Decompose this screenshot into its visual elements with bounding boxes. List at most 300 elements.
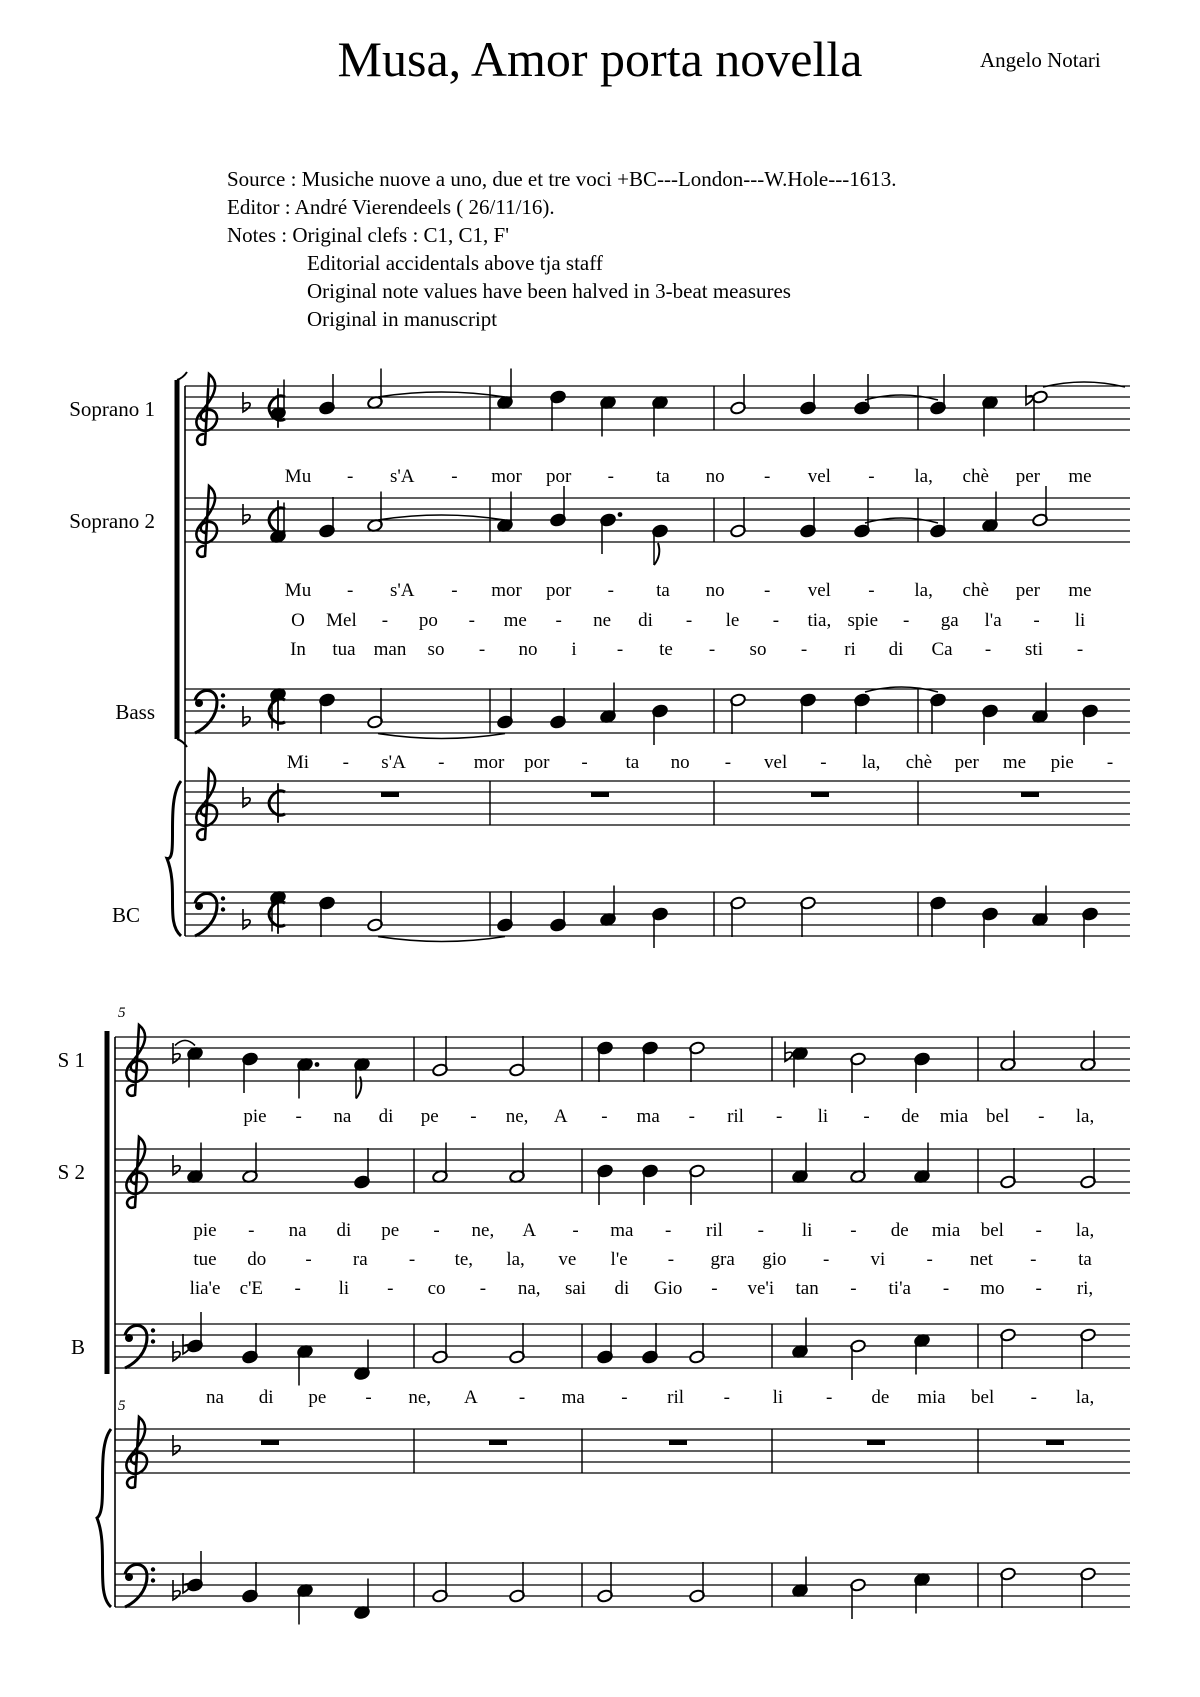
note — [689, 1323, 706, 1364]
lyric-soprano-2-verse-3: In — [290, 639, 306, 660]
lyric-soprano-2-verse-3: tua — [332, 639, 356, 660]
lyric-soprano-2-verse-1: bel — [980, 1220, 1004, 1241]
note — [187, 1551, 204, 1592]
lyric-soprano-2-verse-1: pe — [381, 1220, 400, 1241]
flat-icon — [1026, 385, 1033, 405]
lyric-soprano-1: no — [705, 466, 725, 487]
note — [730, 497, 747, 538]
bass-clef-icon — [195, 690, 225, 733]
bass-clef-icon — [125, 1325, 155, 1368]
lyric-soprano-2-verse-3: - — [711, 1278, 718, 1299]
lyric-soprano-1: s'A — [389, 466, 415, 487]
lyric-soprano-1: por — [546, 466, 572, 487]
note — [850, 1339, 867, 1380]
composer-name: Angelo Notari — [980, 48, 1101, 72]
lyric-soprano-2-verse-2: O — [291, 610, 305, 631]
editor-note: Editor : André Vierendeels ( 26/11/16). — [227, 195, 555, 219]
lyric-soprano-1: per — [1015, 466, 1040, 487]
lyric-soprano-2-verse-3: sti — [1025, 639, 1043, 660]
lyric-soprano-1: chè — [962, 466, 989, 487]
lyric-soprano-2-verse-2: ne — [593, 610, 612, 631]
lyric-soprano-2-verse-3: i — [571, 639, 577, 660]
note — [800, 693, 817, 734]
lyric-soprano-1: la, — [1075, 1106, 1095, 1127]
lyric-bass: ma — [561, 1387, 585, 1408]
lyric-bass: - — [518, 1387, 526, 1408]
measure-number: 5 — [118, 1398, 126, 1414]
treble-clef-icon — [196, 769, 217, 840]
note — [550, 390, 567, 431]
note — [982, 704, 999, 745]
note — [509, 1323, 526, 1364]
lyric-soprano-1: ril — [727, 1106, 744, 1127]
tie — [378, 734, 505, 739]
lyric-soprano-2-verse-1: - — [572, 1220, 579, 1241]
tie — [378, 515, 505, 520]
lyric-soprano-2-verse-3: man — [373, 639, 407, 660]
staff-label: Soprano 2 — [69, 509, 155, 533]
tie — [175, 1041, 195, 1046]
lyric-soprano-1: - — [688, 1106, 696, 1127]
lyric-bass: Mi — [286, 752, 310, 773]
whole-rest — [867, 1440, 885, 1445]
lyric-soprano-2-verse-1: mor — [491, 580, 522, 601]
lyric-soprano-2-verse-2: ga — [940, 610, 959, 631]
lyric-soprano-1: - — [1038, 1106, 1045, 1127]
lyric-bass: - — [724, 752, 732, 773]
bass-clef-icon — [195, 893, 225, 936]
key-flat-icon — [173, 1155, 180, 1175]
note — [930, 693, 947, 734]
lyric-soprano-1: - — [776, 1106, 783, 1127]
note — [497, 891, 514, 932]
lyric-soprano-2-verse-3: - — [800, 639, 808, 660]
lyric-soprano-2-verse-1: por — [546, 580, 572, 601]
lyric-soprano-2-verse-3: Gio — [653, 1278, 683, 1299]
key-flat-icon — [173, 1341, 180, 1361]
lyric-soprano-2-verse-2: l'e — [610, 1249, 628, 1270]
note — [597, 1323, 614, 1364]
lyric-soprano-2-verse-1: di — [336, 1220, 352, 1241]
lyric-soprano-2-verse-3: co — [427, 1278, 446, 1299]
note — [319, 497, 336, 538]
lyric-soprano-1: pie — [243, 1106, 267, 1127]
tie — [378, 392, 505, 397]
lyric-bass: ril — [667, 1387, 685, 1408]
manuscript-note: Original in manuscript — [307, 307, 498, 331]
lyric-soprano-2-verse-2: l'a — [984, 610, 1002, 631]
key-flat-icon — [173, 1580, 180, 1600]
lyric-bass: chè — [905, 752, 933, 773]
note — [930, 374, 947, 415]
note — [1000, 1148, 1017, 1189]
bass-clef-icon — [125, 1564, 155, 1607]
lyric-bass: de — [871, 1387, 890, 1408]
lyric-soprano-1: Mu — [284, 466, 312, 487]
staff-label: S 1 — [57, 1048, 85, 1072]
note-values-note: Original note values have been halved in 3-beat measures — [307, 279, 791, 303]
lyric-bass: me — [1002, 752, 1027, 773]
lyric-bass: mor — [473, 752, 505, 773]
lyric-bass: - — [1030, 1387, 1037, 1408]
lyric-soprano-2-verse-2: - — [1033, 610, 1040, 631]
note — [854, 374, 871, 415]
lyric-soprano-2-verse-2: do — [247, 1249, 267, 1270]
lyric-soprano-2-verse-3: - — [479, 1278, 487, 1299]
note — [800, 374, 817, 415]
lyric-soprano-2-verse-3: - — [1035, 1278, 1042, 1299]
lyric-soprano-2-verse-2: - — [1030, 1249, 1037, 1270]
lyric-bass: - — [365, 1387, 372, 1408]
note — [800, 497, 817, 538]
note — [432, 1562, 449, 1603]
note — [497, 369, 514, 410]
lyric-soprano-2-verse-2: me — [503, 610, 527, 631]
augmentation-dot — [315, 1062, 320, 1067]
staff-label: S 2 — [57, 1160, 85, 1184]
lyric-soprano-2-verse-1: mia — [931, 1220, 961, 1241]
lyric-soprano-2-verse-2: vi — [870, 1249, 886, 1270]
note — [914, 1052, 931, 1093]
lyric-soprano-2-verse-2: tue — [193, 1249, 217, 1270]
lyric-soprano-2-verse-1: chè — [962, 580, 989, 601]
note — [242, 1323, 259, 1364]
key-flat-icon — [243, 392, 250, 412]
lyric-soprano-2-verse-2: - — [305, 1249, 312, 1270]
lyric-soprano-1: - — [868, 466, 875, 487]
lyric-bass: li — [772, 1387, 784, 1408]
note — [550, 891, 567, 932]
key-flat-icon — [243, 787, 250, 807]
augmentation-dot — [618, 512, 623, 517]
measure-number: 5 — [118, 1005, 126, 1021]
lyric-soprano-2-verse-3: ve'i — [747, 1278, 775, 1299]
lyric-soprano-2-verse-2: - — [468, 610, 475, 631]
note — [689, 1562, 706, 1603]
lyric-soprano-2-verse-1: - — [757, 1220, 764, 1241]
note — [597, 1164, 614, 1205]
note — [319, 693, 336, 734]
lyric-soprano-1: - — [607, 466, 614, 487]
clefs-note: Notes : Original clefs : C1, C1, F' — [227, 223, 510, 247]
note — [497, 688, 514, 729]
lyric-soprano-1: - — [863, 1106, 870, 1127]
lyric-soprano-2-verse-2: le — [725, 610, 740, 631]
lyric-soprano-1: bel — [986, 1106, 1010, 1127]
note — [297, 1344, 314, 1385]
lyric-soprano-2-verse-2: spie — [847, 610, 879, 631]
lyric-soprano-2-verse-2: - — [823, 1249, 830, 1270]
lyric-soprano-1: mia — [939, 1106, 969, 1127]
note — [642, 1041, 659, 1082]
note — [600, 513, 617, 554]
lyric-soprano-2-verse-2: te, — [454, 1249, 474, 1270]
lyric-soprano-2-verse-3: - — [1076, 639, 1084, 660]
lyric-soprano-2-verse-1: - — [764, 580, 771, 601]
lyric-soprano-2-verse-3: - — [387, 1278, 394, 1299]
lyric-soprano-2-verse-3: no — [518, 639, 538, 660]
note — [187, 1312, 204, 1353]
lyric-bass: ne, — [408, 1387, 432, 1408]
lyric-soprano-2-verse-1: Mu — [284, 580, 312, 601]
lyric-bass: na — [206, 1387, 224, 1408]
lyric-soprano-1: pe — [420, 1106, 439, 1127]
note — [550, 688, 567, 729]
lyric-soprano-2-verse-3: na, — [517, 1278, 541, 1299]
lyric-bass: - — [1106, 752, 1114, 773]
note — [800, 896, 817, 937]
note — [689, 1164, 706, 1205]
lyric-bass: vel — [764, 752, 788, 773]
lyric-soprano-1: de — [901, 1106, 920, 1127]
lyric-soprano-2-verse-3: Ca — [931, 639, 953, 660]
note — [850, 1052, 867, 1093]
lyric-soprano-2-verse-2: - — [772, 610, 780, 631]
lyric-soprano-2-verse-1: ne, — [471, 1220, 495, 1241]
lyric-soprano-2-verse-3: - — [942, 1278, 950, 1299]
lyric-bass: di — [258, 1387, 274, 1408]
note — [930, 497, 947, 538]
lyric-soprano-2-verse-1: me — [1068, 580, 1092, 601]
lyric-soprano-2-verse-2: - — [926, 1249, 933, 1270]
lyric-soprano-1: ta — [656, 466, 670, 487]
lyric-soprano-2-verse-1: - — [850, 1220, 857, 1241]
note — [242, 1562, 259, 1603]
lyric-bass: - — [723, 1387, 730, 1408]
lyric-soprano-2-verse-3: - — [984, 639, 992, 660]
whole-rest — [591, 792, 609, 797]
lyric-soprano-2-verse-1: per — [1015, 580, 1040, 601]
lyric-soprano-2-verse-3: li — [338, 1278, 350, 1299]
staff-label: BC — [111, 903, 140, 927]
note — [319, 896, 336, 937]
note — [652, 907, 669, 948]
whole-rest — [811, 792, 829, 797]
lyric-soprano-2-verse-2: - — [408, 1249, 416, 1270]
lyric-soprano-1: la, — [914, 466, 933, 487]
lyric-bass: - — [621, 1387, 628, 1408]
lyric-soprano-1: - — [601, 1106, 608, 1127]
lyric-soprano-2-verse-3: lia'e — [189, 1278, 221, 1299]
note — [689, 1041, 706, 1082]
key-flat-icon — [243, 909, 250, 929]
lyric-soprano-2-verse-1: - — [868, 580, 875, 601]
lyric-soprano-1: - — [295, 1106, 302, 1127]
lyric-soprano-1: mor — [491, 466, 522, 487]
treble-clef-icon — [126, 1417, 147, 1488]
lyric-soprano-1: A — [553, 1106, 568, 1127]
lyric-soprano-2-verse-3: - — [478, 639, 486, 660]
lyric-soprano-2-verse-3: tan — [795, 1278, 819, 1299]
staff-label: B — [70, 1335, 85, 1359]
note — [1082, 907, 1099, 948]
lyric-soprano-1: na — [333, 1106, 352, 1127]
note — [652, 704, 669, 745]
whole-rest — [261, 1440, 279, 1445]
lyric-soprano-2-verse-1: A — [522, 1220, 537, 1241]
lyric-soprano-2-verse-1: no — [705, 580, 725, 601]
lyric-soprano-2-verse-3: sai — [564, 1278, 587, 1299]
note — [652, 524, 669, 565]
note — [982, 907, 999, 948]
lyric-bass: - — [438, 752, 445, 773]
lyric-soprano-2-verse-2: gra — [710, 1249, 735, 1270]
lyric-bass: per — [954, 752, 979, 773]
treble-clef-icon — [126, 1025, 147, 1096]
staff-label: Bass — [115, 700, 155, 724]
note — [1032, 390, 1049, 431]
note — [367, 891, 384, 932]
lyric-soprano-2-verse-3: ti'a — [888, 1278, 911, 1299]
lyric-soprano-2-verse-1: ta — [656, 580, 670, 601]
note — [1082, 704, 1099, 745]
lyric-soprano-2-verse-2: la, — [506, 1249, 525, 1270]
lyric-soprano-1: di — [378, 1106, 394, 1127]
lyric-soprano-2-verse-3: di — [888, 639, 904, 660]
lyric-soprano-2-verse-3: di — [614, 1278, 630, 1299]
lyric-soprano-2-verse-1: - — [346, 580, 354, 601]
note — [297, 1583, 314, 1624]
source-note: Source : Musiche nuove a uno, due et tre voci +BC---London---W.Hole---1613. — [227, 167, 897, 191]
lyric-bass: pe — [308, 1387, 327, 1408]
lyric-soprano-1: ne, — [505, 1106, 529, 1127]
lyric-bass: ta — [625, 752, 640, 773]
lyric-soprano-2-verse-1: - — [664, 1220, 672, 1241]
treble-clef-icon — [196, 374, 217, 445]
staff-label: Soprano 1 — [69, 397, 155, 421]
note — [367, 688, 384, 729]
note — [854, 497, 871, 538]
lyric-bass: pie — [1050, 752, 1074, 773]
whole-rest — [669, 1440, 687, 1445]
lyric-soprano-2-verse-2: gio — [762, 1249, 787, 1270]
lyric-soprano-2-verse-1: na — [288, 1220, 307, 1241]
lyric-bass: bel — [971, 1387, 995, 1408]
lyric-soprano-2-verse-1: la, — [914, 580, 933, 601]
note — [509, 1036, 526, 1077]
lyric-bass: no — [670, 752, 690, 773]
note — [730, 374, 747, 415]
lyric-soprano-1: li — [817, 1106, 829, 1127]
whole-rest — [1021, 792, 1039, 797]
lyric-soprano-2-verse-3: - — [616, 639, 624, 660]
lyric-soprano-2-verse-2: - — [685, 610, 693, 631]
note — [730, 896, 747, 937]
lyric-soprano-1: - — [346, 466, 354, 487]
lyric-soprano-2-verse-2: tia, — [807, 610, 832, 631]
lyric-soprano-2-verse-1: la, — [1075, 1220, 1095, 1241]
note — [432, 1323, 449, 1364]
note — [242, 1052, 259, 1093]
lyric-soprano-2-verse-1: li — [801, 1220, 813, 1241]
lyric-soprano-2-verse-2: - — [903, 610, 910, 631]
note — [319, 374, 336, 415]
lyric-soprano-1: - — [451, 466, 458, 487]
lyric-soprano-1: ma — [636, 1106, 660, 1127]
lyric-soprano-2-verse-2: ta — [1078, 1249, 1092, 1270]
lyric-bass: - — [820, 752, 827, 773]
lyric-soprano-2-verse-3: - — [294, 1278, 301, 1299]
keyboard-brace — [97, 1429, 111, 1607]
note — [854, 693, 871, 734]
lyric-soprano-2-verse-2: net — [969, 1249, 994, 1270]
note — [354, 1057, 371, 1098]
note — [642, 1323, 659, 1364]
lyric-soprano-1: vel — [807, 466, 831, 487]
keyboard-brace — [167, 781, 181, 936]
lyric-soprano-2-verse-3: so — [427, 639, 445, 660]
lyric-bass: la, — [1075, 1387, 1095, 1408]
lyric-soprano-2-verse-3: te — [659, 639, 673, 660]
note — [1080, 1148, 1097, 1189]
key-flat-icon — [173, 1435, 180, 1455]
lyric-soprano-2-verse-2: li — [1074, 610, 1086, 631]
treble-clef-icon — [126, 1137, 147, 1208]
lyric-soprano-2-verse-1: pie — [193, 1220, 217, 1241]
note — [354, 1148, 371, 1189]
lyric-soprano-1: - — [470, 1106, 477, 1127]
lyric-bass: por — [524, 752, 550, 773]
lyric-bass: la, — [861, 752, 881, 773]
note — [1000, 1567, 1017, 1608]
lyric-bass: - — [581, 752, 588, 773]
key-flat-icon — [243, 504, 250, 524]
lyric-soprano-2-verse-3: - — [708, 639, 716, 660]
lyric-soprano-2-verse-2: ra — [352, 1249, 368, 1270]
accidentals-note: Editorial accidentals above tja staff — [307, 251, 603, 275]
note — [597, 1562, 614, 1603]
score-title: Musa, Amor porta novella — [337, 31, 863, 87]
note — [1080, 1328, 1097, 1369]
note — [1080, 1567, 1097, 1608]
lyric-soprano-2-verse-1: ril — [706, 1220, 723, 1241]
lyric-soprano-2-verse-3: mo — [980, 1278, 1005, 1299]
note — [642, 1164, 659, 1205]
lyric-bass: - — [342, 752, 349, 773]
lyric-soprano-2-verse-2: po — [418, 610, 438, 631]
treble-clef-icon — [196, 486, 217, 557]
key-flat-icon — [243, 706, 250, 726]
lyric-soprano-2-verse-1: vel — [807, 580, 831, 601]
lyric-soprano-2-verse-2: ve — [558, 1249, 577, 1270]
lyric-soprano-2-verse-1: de — [890, 1220, 909, 1241]
lyric-soprano-2-verse-1: - — [1035, 1220, 1042, 1241]
lyric-soprano-2-verse-2: Mel — [326, 610, 357, 631]
lyric-soprano-2-verse-3: so — [749, 639, 767, 660]
note — [509, 1562, 526, 1603]
lyric-soprano-2-verse-2: - — [381, 610, 389, 631]
note — [367, 369, 384, 410]
note — [1032, 486, 1049, 527]
lyric-soprano-2-verse-1: - — [607, 580, 614, 601]
note — [850, 1578, 867, 1619]
lyric-soprano-2-verse-2: - — [555, 610, 562, 631]
note — [930, 896, 947, 937]
lyric-soprano-1: me — [1068, 466, 1092, 487]
lyric-bass: mia — [917, 1387, 946, 1408]
note — [432, 1036, 449, 1077]
lyric-soprano-2-verse-1: - — [248, 1220, 255, 1241]
lyric-soprano-2-verse-1: - — [433, 1220, 440, 1241]
lyric-soprano-2-verse-3: - — [850, 1278, 857, 1299]
whole-rest — [381, 792, 399, 797]
key-flat-icon — [173, 1043, 180, 1063]
whole-rest — [1046, 1440, 1064, 1445]
tie — [378, 937, 505, 942]
lyric-bass: A — [464, 1387, 478, 1408]
note — [297, 1057, 314, 1098]
lyric-soprano-2-verse-2: - — [667, 1249, 675, 1270]
